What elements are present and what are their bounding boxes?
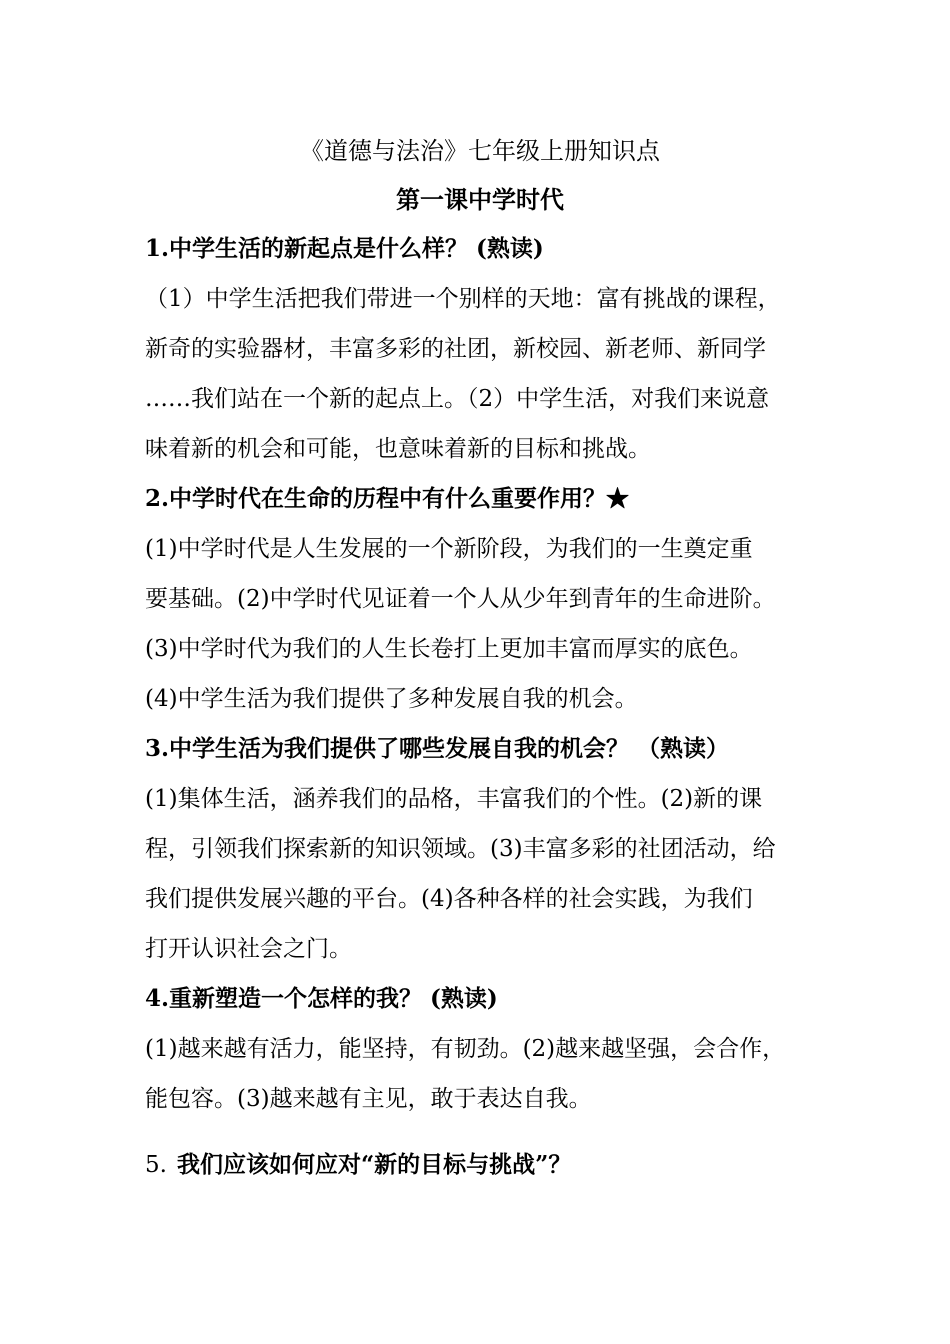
text-line: ……我们站在一个新的起点上。（2）中学生活，对我们来说意 <box>145 386 770 412</box>
section-3-body <box>145 774 815 974</box>
section-4-heading: 4.重新塑造一个怎样的我？ (熟读) <box>145 985 498 1012</box>
document-page <box>145 126 815 1190</box>
section-2-heading: 2.中学时代在生命的历程中有什么重要作用？★ <box>145 485 630 512</box>
text-line: (1)集体生活，涵养我们的品格，丰富我们的个性。(2)新的课 <box>145 786 763 812</box>
section-3-heading: 3.中学生活为我们提供了哪些发展自我的机会？ （熟读） <box>145 735 730 762</box>
text-line: 味着新的机会和可能，也意味着新的目标和挑战。 <box>145 436 651 462</box>
text-line: 能包容。(3)越来越有主见，敢于表达自我。 <box>145 1086 592 1112</box>
section-4-body <box>145 1024 815 1124</box>
text-line: 打开认识社会之门。 <box>145 936 352 962</box>
section-5-text: 我们应该如何应对“新的目标与挑战”？ <box>176 1151 572 1178</box>
section-5-number: 5. <box>145 1152 167 1178</box>
text-line: 程，引领我们探索新的知识领域。(3)丰富多彩的社团活动，给 <box>145 836 776 862</box>
text-line: (4)中学生活为我们提供了多种发展自我的机会。 <box>145 686 638 712</box>
lesson-title: 第一课中学时代 <box>396 185 564 214</box>
section-2-body <box>145 524 815 724</box>
text-line: （1）中学生活把我们带进一个别样的天地：富有挑战的课程， <box>145 286 781 312</box>
text-line: (1)越来越有活力，能坚持，有韧劲。(2)越来越坚强，会合作， <box>145 1036 786 1062</box>
text-line: 我们提供发展兴趣的平台。(4)各种各样的社会实践，为我们 <box>145 886 753 912</box>
section-5-heading <box>145 1140 815 1190</box>
document-title: 《道德与法治》七年级上册知识点 <box>300 137 660 165</box>
text-line: 要基础。(2)中学时代见证着一个人从少年到青年的生命进阶。 <box>145 586 776 612</box>
section-1-body <box>145 274 815 474</box>
text-line: (1)中学时代是人生发展的一个新阶段，为我们的一生奠定重 <box>145 536 753 562</box>
section-1-heading: 1.中学生活的新起点是什么样？ (熟读) <box>145 235 544 262</box>
text-line: (3)中学时代为我们的人生长卷打上更加丰富而厚实的底色。 <box>145 636 753 662</box>
text-line: 新奇的实验器材，丰富多彩的社团，新校园、新老师、新同学 <box>145 336 766 362</box>
